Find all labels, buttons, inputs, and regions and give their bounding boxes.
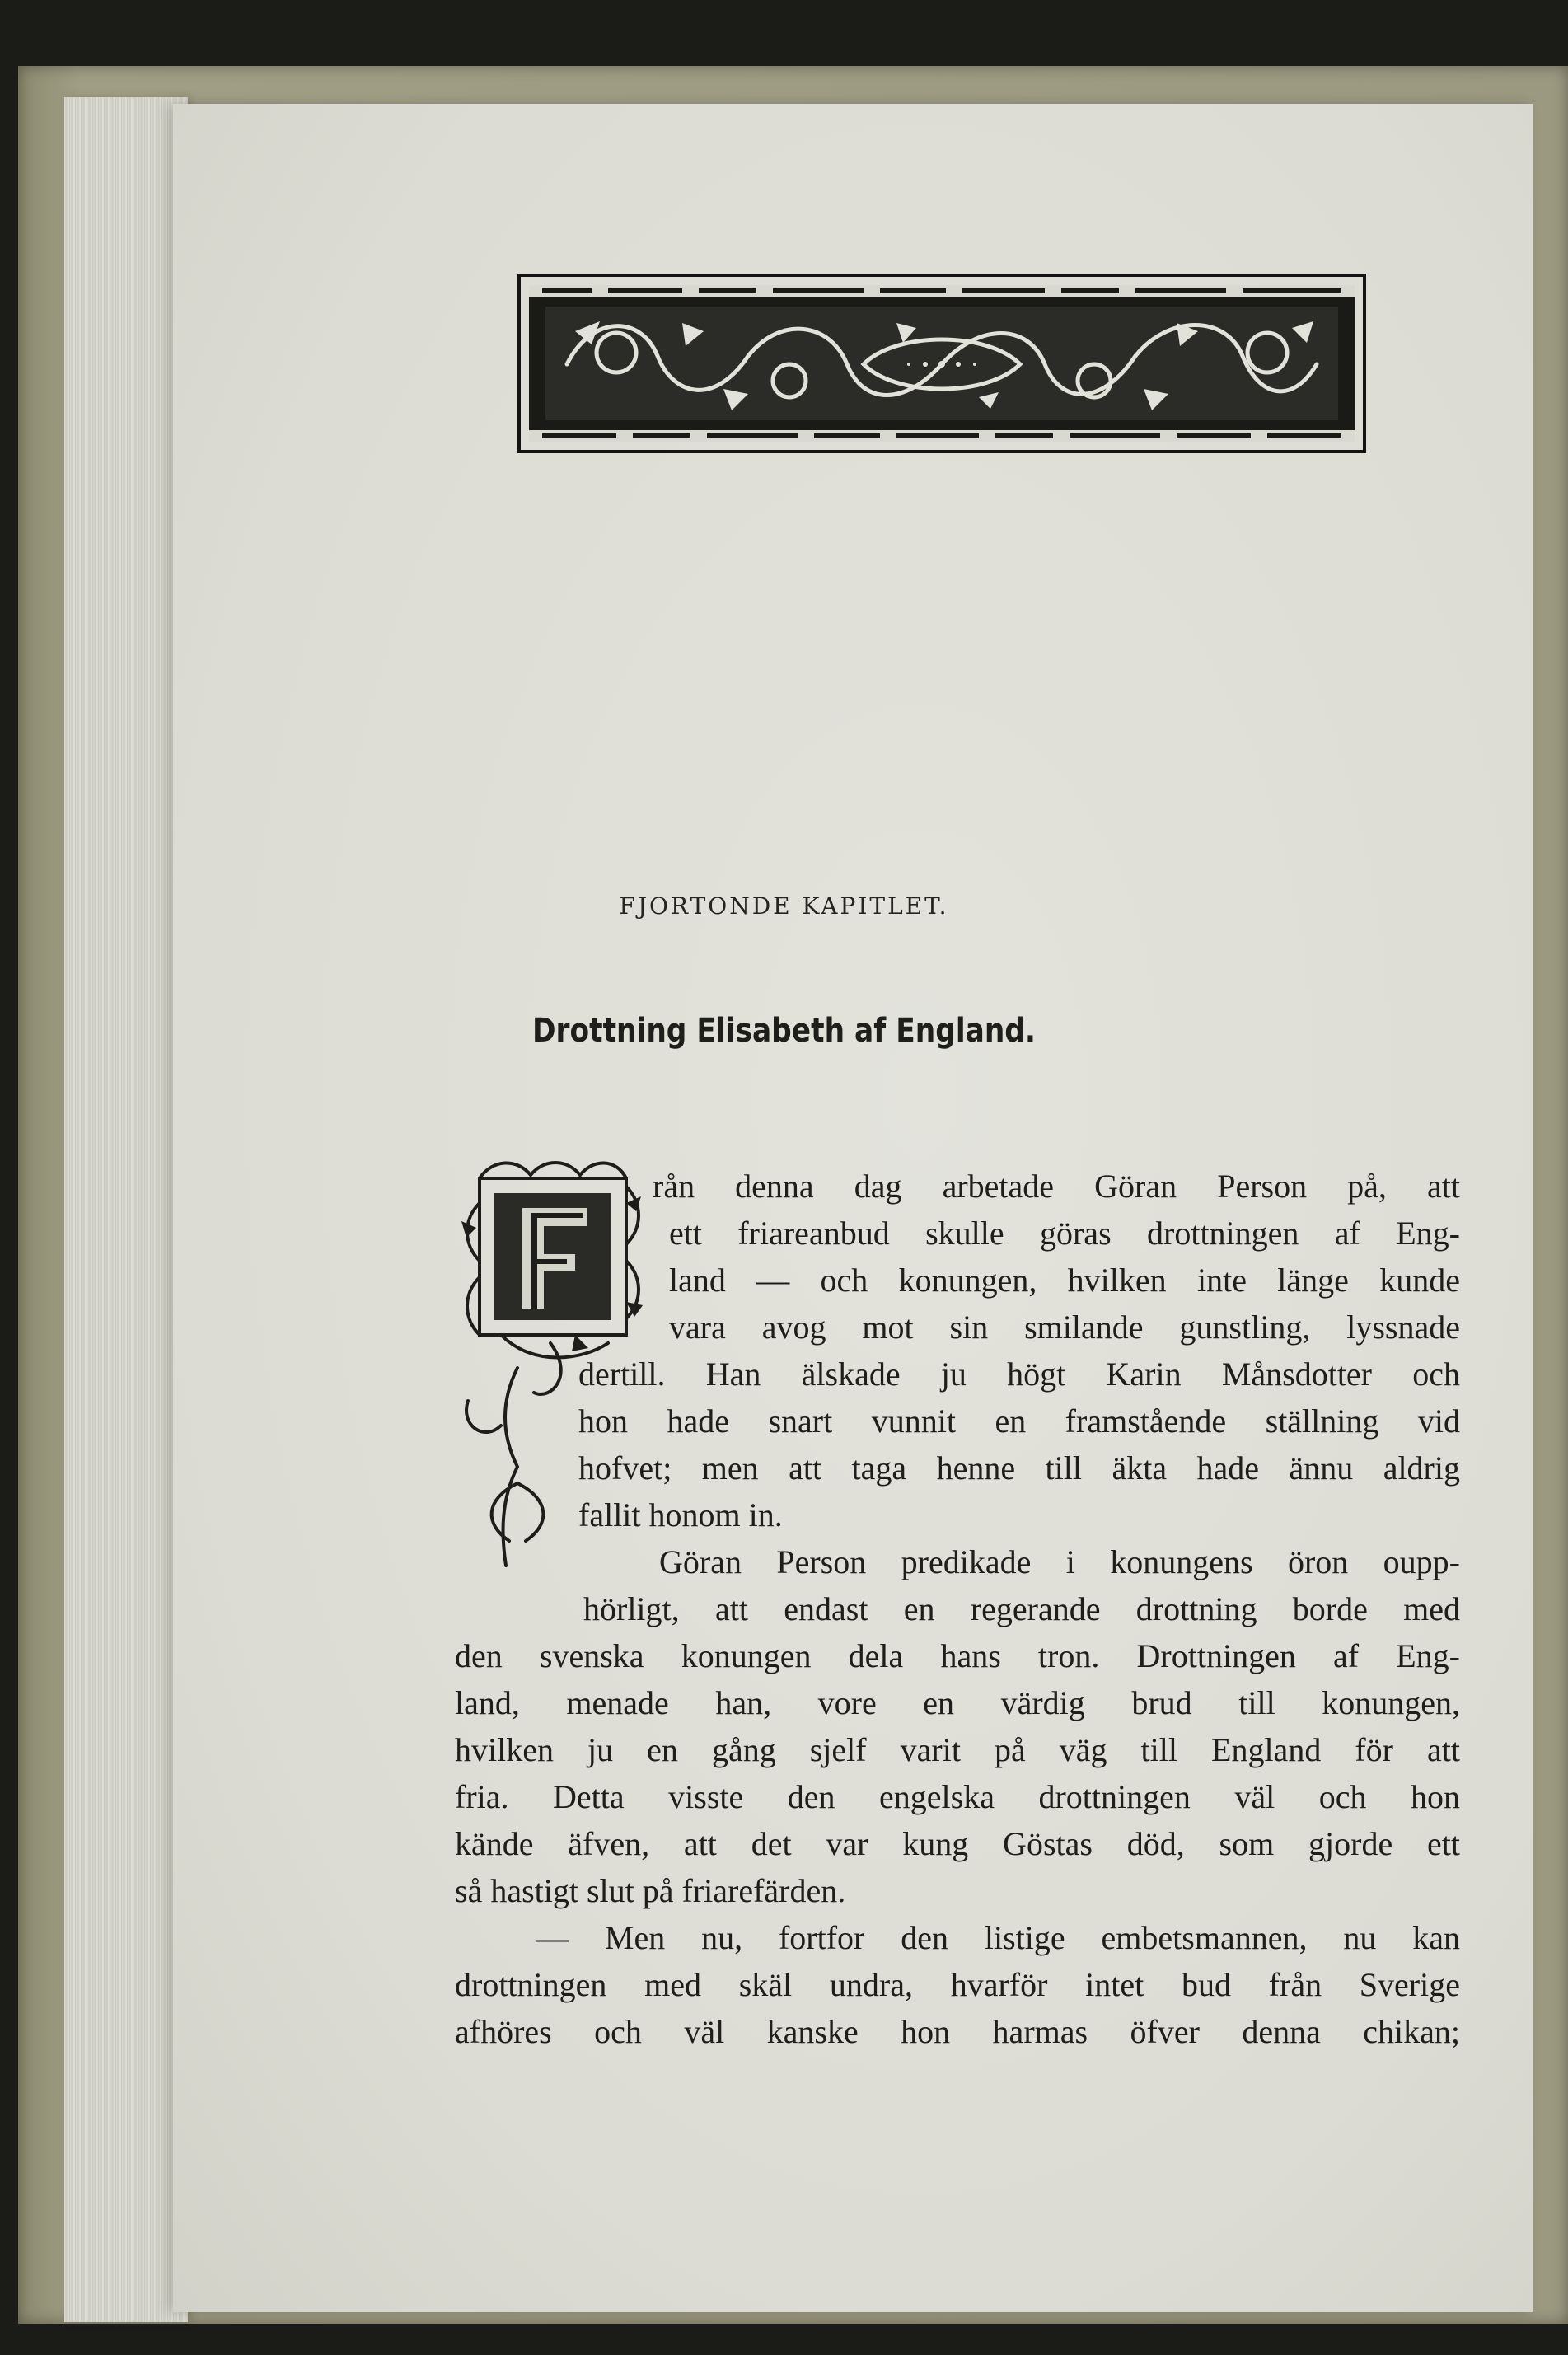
body-line-19: afhöres och väl kanske hon harmas öfver denna chikan;	[455, 2013, 1460, 2050]
body-line-14: fria. Detta visste den engelska drottningen väl och hon	[455, 1778, 1460, 1815]
body-line-8: fallit honom in.	[578, 1496, 783, 1533]
body-line-1: rån denna dag arbetade Göran Person på, att	[653, 1168, 1460, 1205]
floral-banner-ornament-icon	[517, 274, 1366, 453]
body-line-12: land, menade han, vore en värdig brud till konungen,	[455, 1684, 1460, 1721]
body-line-15: kände äfven, att det var kung Göstas död, som gjorde ett	[455, 1825, 1460, 1862]
body-line-11: den svenska konungen dela hans tron. Drottningen af Eng-	[455, 1637, 1460, 1674]
body-line-2: ett friareanbud skulle göras drottningen af Eng-	[669, 1215, 1460, 1252]
chapter-heading: FJORTONDE KAPITLET.	[619, 892, 949, 920]
body-line-18: drottningen med skäl undra, hvarför intet bud från Sverige	[455, 1966, 1460, 2003]
body-line-4: vara avog mot sin smilande gunstling, lyssnade	[669, 1309, 1460, 1346]
body-line-6: hon hade snart vunnit en framstående ställning vid	[578, 1402, 1460, 1440]
body-line-5: dertill. Han älskade ju högt Karin Månsdotter och	[578, 1355, 1460, 1393]
body-line-7: hofvet; men att taga henne till äkta hade ännu aldrig	[578, 1449, 1460, 1487]
body-line-3: land — och konungen, hvilken inte länge kunde	[669, 1262, 1460, 1299]
body-line-16: så hastigt slut på friarefärden.	[455, 1872, 846, 1909]
chapter-title: Drottning Elisabeth af England.	[531, 1012, 1037, 1050]
body-line-10: hörligt, att endast en regerande drottning borde med	[583, 1590, 1460, 1627]
body-line-9: Göran Person predikade i konungens öron oupp-	[659, 1543, 1460, 1580]
page-edges	[64, 97, 188, 2322]
body-line-17: — Men nu, fortfor den listige embetsmannen, nu kan	[536, 1919, 1460, 1956]
body-line-13: hvilken ju en gång sjelf varit på väg till England för att	[455, 1731, 1460, 1768]
